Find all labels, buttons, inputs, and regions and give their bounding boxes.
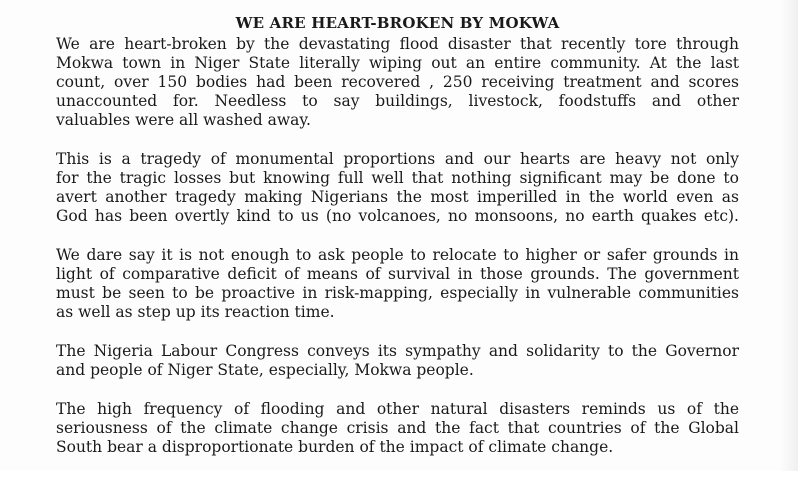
paragraph-line: We dare say it is not enough to ask people to relocate to higher or safer grounds in [56, 246, 739, 264]
paragraph-line: must be seen to be proactive in risk-mapping, especially in vulnerable communities [56, 284, 739, 302]
paragraph-line: for the tragic losses but knowing full well that nothing significant may be done to [56, 169, 739, 187]
paragraph-line: Mokwa town in Niger State literally wiping out an entire community. At the last [56, 54, 739, 72]
paragraph-4 [56, 342, 739, 380]
paragraph-5 [56, 400, 739, 457]
paragraph-line: The high frequency of flooding and other natural disasters reminds us of the [56, 400, 739, 418]
statement-body [56, 14, 739, 477]
paragraph-2 [56, 150, 739, 226]
paragraph-1 [56, 35, 739, 130]
paragraph-line: The Nigeria Labour Congress conveys its sympathy and solidarity to the Governor [56, 342, 739, 360]
paragraph-3 [56, 246, 739, 322]
paragraph-line: seriousness of the climate change crisis and the fact that countries of the Global [56, 419, 739, 437]
page-edge-shadow [780, 0, 798, 471]
paragraph-line: South bear a disproportionate burden of the impact of climate change. [56, 438, 614, 456]
paragraph-line: light of comparative deficit of means of survival in those grounds. The government [56, 265, 739, 283]
paragraph-line: This is a tragedy of monumental proportions and our hearts are heavy not only [56, 150, 739, 168]
document-title: WE ARE HEART-BROKEN BY MOKWA [235, 14, 560, 32]
paragraph-line: as well as step up its reaction time. [56, 303, 335, 321]
paragraph-line: unaccounted for. Needless to say buildings, livestock, foodstuffs and other [56, 92, 739, 110]
paragraph-line: and people of Niger State, especially, Mokwa people. [56, 361, 474, 379]
paragraph-line: God has been overtly kind to us (no volcanoes, no monsoons, no earth quakes etc). [56, 207, 739, 225]
paragraph-line: avert another tragedy making Nigerians the most imperilled in the world even as [56, 188, 739, 206]
paragraph-line: valuables were all washed away. [56, 111, 311, 129]
paragraph-line: We are heart-broken by the devastating flood disaster that recently tore through [56, 35, 739, 53]
paragraph-line: count, over 150 bodies had been recovered , 250 receiving treatment and scores [56, 73, 739, 91]
